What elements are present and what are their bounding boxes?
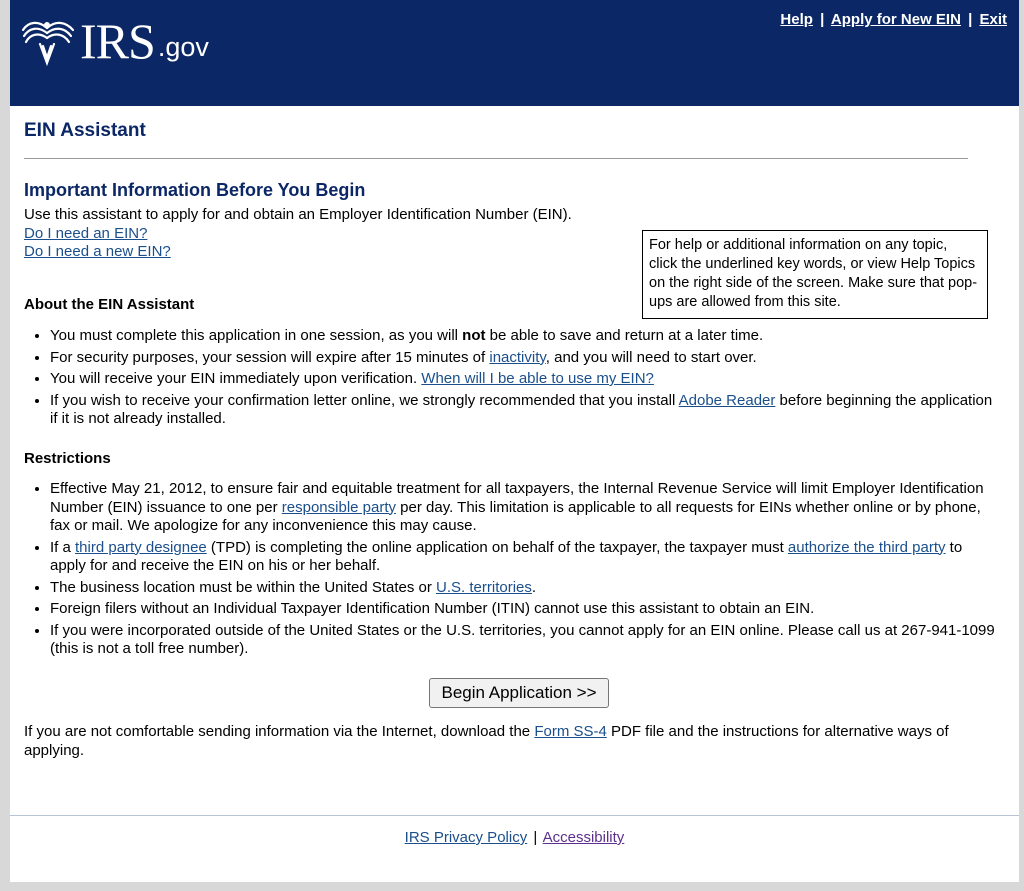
list-item: • You must complete this application in one session, as you will not be able to save and return at a later time. [50, 327, 1000, 346]
accessibility-link[interactable]: Accessibility [542, 829, 625, 846]
list-item: • Foreign filers without an Individual Taxpayer Identification Number (ITIN) cannot use this assistant to obtain an EIN. [50, 600, 1000, 619]
about-heading: About the EIN Assistant [24, 296, 195, 313]
adobe-reader-link[interactable]: Adobe Reader [678, 391, 776, 409]
list-item: • If you wish to receive your confirmation letter online, we strongly recommended that you install Adobe Reader before beginning the application if it is not already installed. [50, 392, 1000, 429]
footer-separator: | [533, 829, 538, 846]
help-link[interactable]: Help [780, 11, 813, 28]
top-links [780, 11, 1007, 28]
us-territories-link[interactable]: U.S. territories [436, 578, 532, 596]
intro-block [24, 206, 644, 262]
apply-new-ein-link[interactable]: Apply for New EIN [830, 11, 961, 28]
list-item: • If you were incorporated outside of the United States or the U.S. territories, you cannot apply for an EIN online. Please call us at 267-941-1099 (this is not a toll free number). [50, 622, 1000, 659]
list-item: • If a third party designee (TPD) is completing the online application on behalf of the taxpayer, the taxpayer must authorize the third party to apply for and receive the EIN on his or her behalf. [50, 539, 1000, 576]
exit-link[interactable]: Exit [979, 11, 1007, 28]
list-item: • The business location must be within the United States or U.S. territories. [50, 579, 1000, 598]
emphasis-not: not [462, 327, 486, 344]
top-link-separator: | [820, 11, 825, 28]
help-info-box: For help or additional information on any topic, click the underlined key words, or view Help Topics on the right side of the screen. Make sure that pop-ups are allowed from this site. [642, 230, 988, 319]
restrictions-list [24, 480, 1000, 662]
alternative-filing-text: If you are not comfortable sending information via the Internet, download the Form SS-4 PDF file and the instructions for alternative ways of applying. [24, 723, 949, 759]
irs-header-banner [10, 0, 1019, 106]
irs-logo[interactable] [20, 13, 209, 69]
section-title: Important Information Before You Begin [24, 180, 366, 200]
eagle-icon [20, 18, 76, 66]
form-ss4-link[interactable]: Form SS-4 [534, 723, 607, 740]
intro-text: Use this assistant to apply for and obtain an Employer Identification Number (EIN). [24, 206, 572, 223]
logo-irs-text: IRS [80, 13, 155, 69]
inactivity-link[interactable]: inactivity [489, 348, 546, 366]
list-item: • For security purposes, your session will expire after 15 minutes of inactivity, and you will need to start over. [50, 349, 1000, 368]
responsible-party-link[interactable]: responsible party [281, 498, 397, 516]
logo-gov-text: .gov [157, 32, 209, 62]
restrictions-heading: Restrictions [24, 450, 111, 467]
page-title: EIN Assistant [24, 120, 146, 141]
begin-application-button[interactable]: Begin Application >> [429, 678, 609, 708]
authorize-third-party-link[interactable]: authorize the third party [787, 538, 946, 556]
page-frame [10, 0, 1019, 882]
privacy-policy-link[interactable]: IRS Privacy Policy [404, 829, 528, 846]
third-party-designee-link[interactable]: third party designee [75, 538, 207, 556]
list-item: • You will receive your EIN immediately upon verification. When will I be able to use my EIN? [50, 370, 1000, 389]
title-divider [24, 158, 968, 159]
footer [10, 829, 1019, 846]
about-list [24, 327, 1000, 432]
top-link-separator: | [968, 11, 973, 28]
need-new-ein-link[interactable]: Do I need a new EIN? [24, 243, 171, 260]
when-use-ein-link[interactable]: When will I be able to use my EIN? [421, 370, 654, 387]
need-ein-link[interactable]: Do I need an EIN? [24, 224, 148, 242]
footer-divider [10, 815, 1019, 816]
list-item: • Effective May 21, 2012, to ensure fair and equitable treatment for all taxpayers, the Internal Revenue Service will limit Employer Identification Number (EIN) issuance to one per responsible party per day. This limitation is applicable to all requests for EINs whether online or by phone, fax or mail. We apologize for any inconvenience this may cause. [50, 480, 1000, 536]
